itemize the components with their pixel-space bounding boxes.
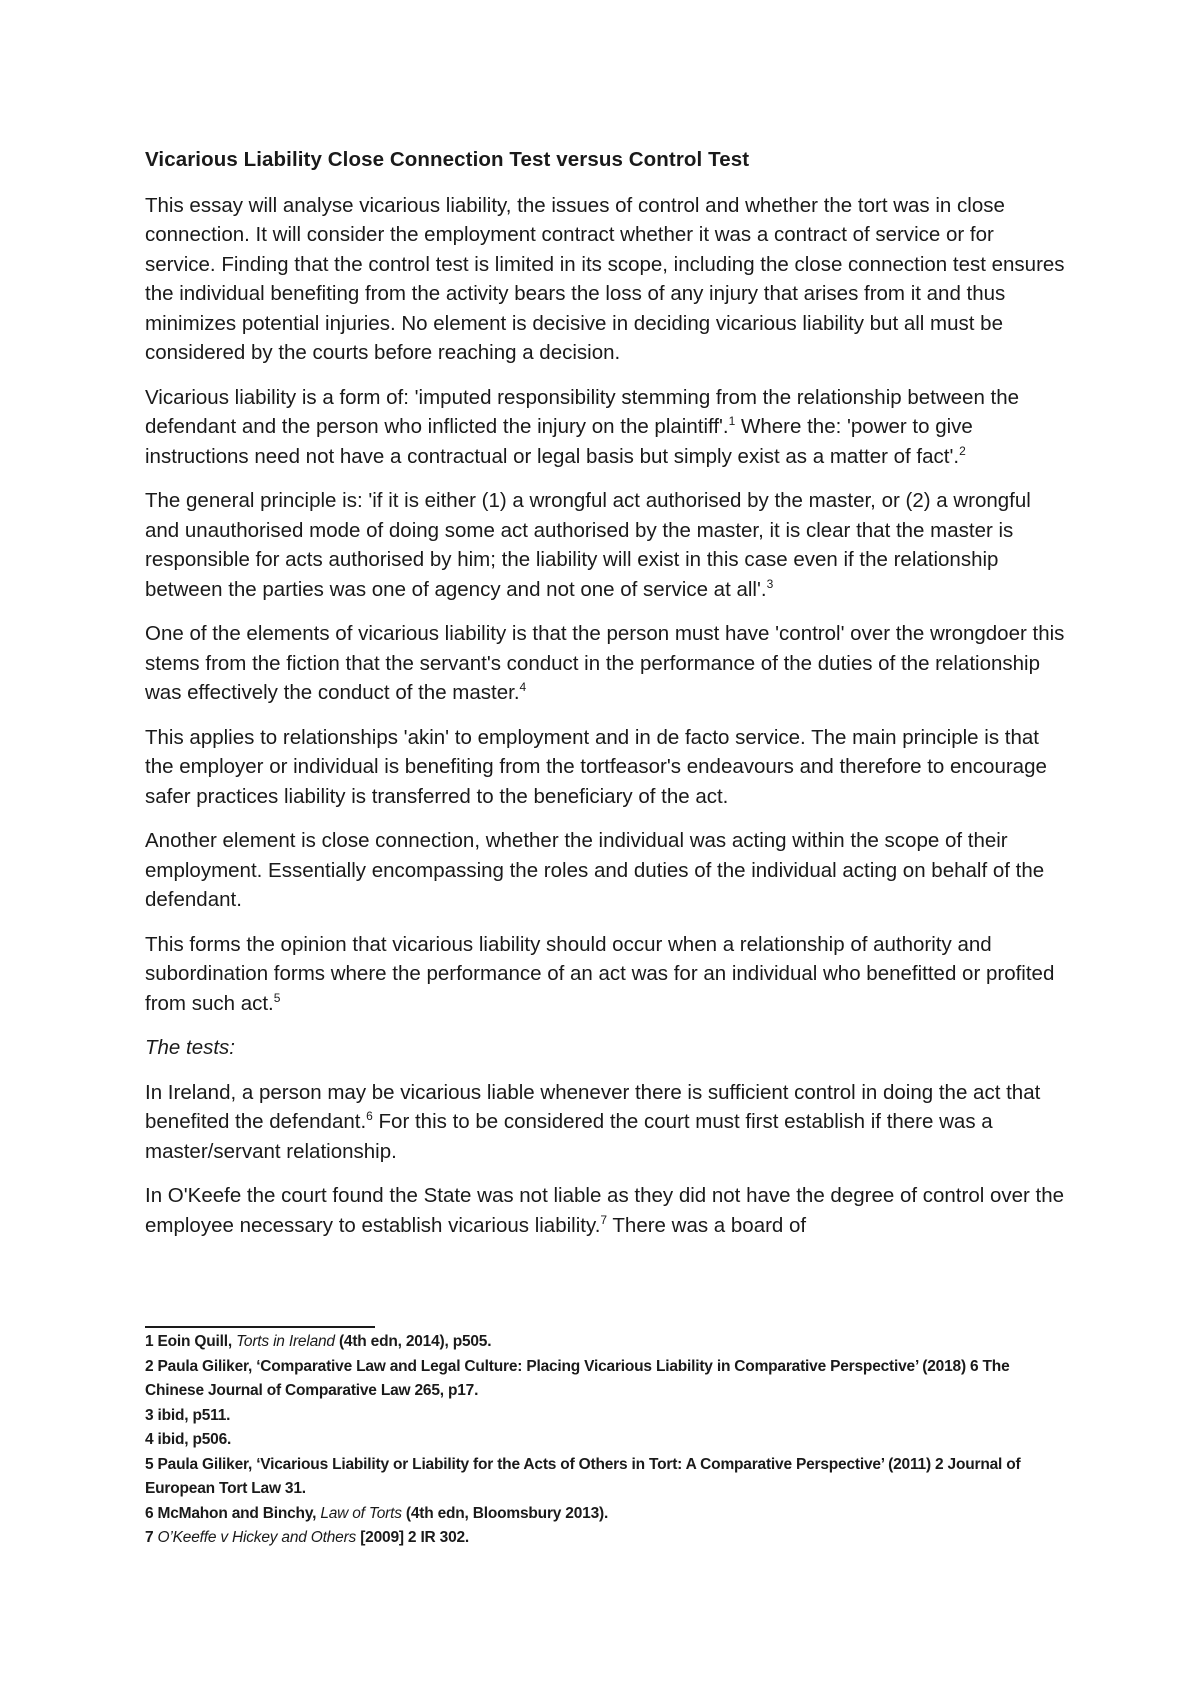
footnote-title: Torts in Ireland bbox=[236, 1333, 335, 1350]
footnote-ref: 2 bbox=[959, 443, 966, 458]
paragraph-text: Another element is close connection, whether the individual was acting within the scope of their employment. Essentially encompassing the roles and duties of the individual acting on behalf of the defendant. bbox=[145, 829, 1045, 911]
paragraph-okeefe bbox=[145, 1181, 1065, 1240]
paragraph-intro bbox=[145, 191, 1065, 368]
paragraph-text: In Ireland, a person may be vicarious liable whenever there is sufficient control in doing the act that benefited the defendant. bbox=[145, 1080, 1041, 1133]
paragraph-close-connection bbox=[145, 826, 1065, 915]
paragraph-text: One of the elements of vicarious liability is that the person must have 'control' over the wrongdoer this stems from the fiction that the servant's conduct in the performance of the duties of the relationship was effectively the conduct of the master. bbox=[145, 622, 1065, 704]
footnote-ref: 6 bbox=[366, 1109, 373, 1123]
footnote-title: Law of Torts bbox=[320, 1504, 402, 1522]
footnote-1: 1 Eoin Quill, Torts in Ireland (4th edn, 2014), p505. bbox=[145, 1333, 492, 1350]
subheading-the-tests bbox=[145, 1033, 1065, 1063]
footnote-ref: 3 bbox=[766, 576, 774, 591]
document-title: Vicarious Liability Close Connection Test versus Control Test bbox=[145, 148, 750, 171]
paragraph-text: There was a board of bbox=[607, 1213, 807, 1237]
paragraph-opinion bbox=[145, 930, 1065, 1019]
footnote-ref: 1 bbox=[728, 414, 736, 428]
footnote-2: 2 Paula Giliker, ‘Comparative Law and Legal Culture: Placing Vicarious Liability in Comparative Perspective’ (2018) 6 The Chinese Journal of Comparative Law 265, p17. bbox=[145, 1357, 1010, 1399]
footnote-separator bbox=[145, 1326, 375, 1328]
paragraph-text: Where the: 'power to give instructions need not have a contractual or legal basis but simply exist as a matter of fact'. bbox=[145, 415, 973, 468]
footnote-ref: 4 bbox=[519, 680, 527, 694]
footnote-case-name: O’Keeffe v Hickey and Others bbox=[157, 1529, 357, 1546]
document-body bbox=[145, 145, 1065, 1255]
paragraph-text: This essay will analyse vicarious liability, the issues of control and whether the tort was in close connection. It will consider the employment contract whether it was a contract of service or for service. Finding that the control test is limited in its scope, including the close connection test ensures the individual benefiting from the activity bears the loss of any injury that arises from it and thus minimizes potential injuries. No element is decisive in deciding vicarious liability but all must be considered by the courts before reaching a decision. bbox=[145, 193, 1065, 364]
paragraph-text: This forms the opinion that vicarious liability should occur when a relationship of authority and subordination forms where the performance of an act was for an individual who benefitted or profited from such act. bbox=[145, 932, 1055, 1015]
footnote-ref: 5 bbox=[273, 990, 281, 1005]
paragraph-control-element bbox=[145, 619, 1065, 708]
paragraph-definition bbox=[145, 383, 1065, 472]
footnote-7: 7 O’Keeffe v Hickey and Others [2009] 2 IR 302. bbox=[145, 1529, 470, 1546]
paragraph-text: This applies to relationships 'akin' to employment and in de facto service. The main principle is that the employer or individual is benefiting from the tortfeasor's endeavours and therefore to encourage safer practices liability is transferred to the beneficiary of the act. bbox=[145, 725, 1047, 808]
paragraph-text: In O'Keefe the court found the State was not liable as they did not have the degree of control over the employee necessary to establish vicarious liability. bbox=[145, 1184, 1065, 1237]
footnote-6: 6 McMahon and Binchy, Law of Torts (4th edn, Bloomsbury 2013). bbox=[145, 1504, 609, 1522]
paragraph-general-principle bbox=[145, 486, 1065, 604]
paragraph-text: Vicarious liability is a form of: 'imputed responsibility stemming from the relationship between the defendant and the person who inflicted the injury on the plaintiff'. bbox=[145, 385, 1020, 438]
footnote-4: 4 ibid, p506. bbox=[145, 1431, 232, 1448]
footnotes-section bbox=[145, 1330, 1065, 1551]
paragraph-ireland bbox=[145, 1078, 1065, 1167]
footnote-3: 3 ibid, p511. bbox=[145, 1406, 231, 1424]
footnote-ref: 7 bbox=[600, 1212, 608, 1227]
paragraph-akin-employment bbox=[145, 723, 1065, 812]
paragraph-text: For this to be considered the court must first establish if there was a master/servant relationship. bbox=[145, 1110, 993, 1163]
footnote-5: 5 Paula Giliker, ‘Vicarious Liability or Liability for the Acts of Others in Tort: A Comparative Perspective’ (2011) 2 Journal of European Tort Law 31. bbox=[145, 1455, 1021, 1497]
paragraph-text: The general principle is: 'if it is either (1) a wrongful act authorised by the master, or (2) a wrongful and unauthorised mode of doing some act authorised by the master, it is clear that the master is responsible for acts authorised by him; the liability will exist in this case even if the relationship between the parties was one of agency and not one of service at all'. bbox=[145, 489, 1031, 601]
subheading-text: The tests: bbox=[145, 1036, 236, 1059]
